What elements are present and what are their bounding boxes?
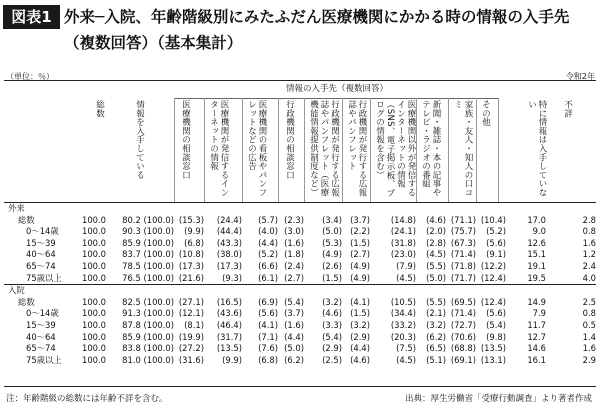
figure-tag: 図表1 <box>3 5 60 29</box>
table-cell: (72.7) <box>450 319 476 330</box>
col-c5: 行政機関が発行する広報誌やパンフレット（医療機能情報提供制度など） <box>308 100 340 197</box>
table-cell: (5.1) <box>426 354 446 365</box>
table-cell: (43.3) <box>216 237 242 248</box>
table-cell: (5.0) <box>426 272 446 283</box>
table-cell: (2.4) <box>284 260 304 271</box>
table-cell: 100.0 <box>82 319 106 330</box>
table-cell: (71.4) <box>450 308 476 319</box>
table-cell: 1.4 <box>582 331 596 342</box>
table-cell: (3.4) <box>322 214 342 225</box>
col-separator <box>304 98 305 202</box>
table-body <box>4 203 596 367</box>
table-cell: (2.7) <box>350 249 370 260</box>
table-cell: (9.9) <box>222 354 242 365</box>
table-cell: (38.0) <box>216 249 242 260</box>
row-label: 総数 <box>18 296 35 307</box>
table-cell: (1.6) <box>284 319 304 330</box>
table-cell: (24.1) <box>390 226 416 237</box>
table-cell: (9.3) <box>222 272 242 283</box>
table-row <box>4 355 596 367</box>
table-cell: (71.8) <box>450 260 476 271</box>
table-cell: (4.4) <box>350 343 370 354</box>
table-row <box>4 297 596 309</box>
table-cell: (7.5) <box>396 343 416 354</box>
table-cell: (12.4) <box>480 296 506 307</box>
table-cell: (75.7) <box>450 226 476 237</box>
table-cell: (9.1) <box>486 249 506 260</box>
table-row <box>4 226 596 238</box>
table-cell: (5.6) <box>258 308 278 319</box>
table-cell: (1.6) <box>284 237 304 248</box>
row-label: 75歳以上 <box>26 272 62 283</box>
table-cell: (34.4) <box>390 308 416 319</box>
table-cell: 85.9 (100.0) <box>122 237 174 248</box>
table-cell: (69.5) <box>450 296 476 307</box>
table-cell: 100.0 <box>82 237 106 248</box>
group-header-rule <box>174 98 498 99</box>
table-row <box>4 249 596 261</box>
table-cell: (5.5) <box>426 260 446 271</box>
table-cell: 17.0 <box>527 214 546 225</box>
table-cell: 0.8 <box>582 308 596 319</box>
table-cell: (71.1) <box>450 214 476 225</box>
table-cell: (4.4) <box>258 237 278 248</box>
table-cell: (31.8) <box>390 237 416 248</box>
table-cell: (10.8) <box>178 249 204 260</box>
table-cell: 83.8 (100.0) <box>122 343 174 354</box>
row-label: 総数 <box>18 214 35 225</box>
table-cell: (7.1) <box>258 331 278 342</box>
table-cell: (4.1) <box>350 296 370 307</box>
table-cell: (7.6) <box>258 343 278 354</box>
table-cell: 0.8 <box>582 226 596 237</box>
table-cell: (3.2) <box>426 319 446 330</box>
table-cell: (2.2) <box>350 226 370 237</box>
table-cell: 1.6 <box>582 237 596 248</box>
table-cell: 0.5 <box>582 319 596 330</box>
table-cell: 9.0 <box>532 226 546 237</box>
figure-title: 外来─入院、年齢階級別にみたふだん医療機関にかかる時の情報の入手先（複数回答）（基本集計） <box>64 8 570 52</box>
col-separator <box>498 98 499 202</box>
col-c4: 行政機関の相談窓口 <box>284 100 295 180</box>
table-cell: (71.7) <box>450 272 476 283</box>
table-cell: (4.0) <box>258 226 278 237</box>
table-cell: (2.9) <box>322 343 342 354</box>
table-cell: (1.5) <box>350 308 370 319</box>
table-cell: (5.4) <box>322 331 342 342</box>
table-row <box>4 320 596 332</box>
table-cell: (2.3) <box>284 214 304 225</box>
table-cell: (17.3) <box>178 260 204 271</box>
table-cell: (3.2) <box>322 296 342 307</box>
table-cell: (71.4) <box>450 249 476 260</box>
table-cell: (6.8) <box>184 237 204 248</box>
table-cell: (5.7) <box>258 214 278 225</box>
table-cell: 76.5 (100.0) <box>122 272 174 283</box>
table-cell: (13.5) <box>216 343 242 354</box>
table-cell: (3.7) <box>350 214 370 225</box>
col-c6: 行政機関が発行する広報誌やパンフレット <box>346 100 367 197</box>
table-cell: (23.0) <box>390 249 416 260</box>
col-c2: 医療機関が発信するインターネットの情報 <box>208 100 229 197</box>
table-cell: (15.3) <box>178 214 204 225</box>
col-separator <box>174 98 175 202</box>
table-cell: (7.9) <box>396 260 416 271</box>
table-cell: (2.0) <box>426 226 446 237</box>
table-cell: (4.5) <box>396 272 416 283</box>
table-cell: (21.6) <box>178 272 204 283</box>
table-cell: (5.4) <box>486 319 506 330</box>
table-row <box>4 215 596 227</box>
table-cell: 14.6 <box>527 343 546 354</box>
table-cell: 100.0 <box>82 249 106 260</box>
table-cell: (12.1) <box>178 308 204 319</box>
table-cell: 100.0 <box>82 214 106 225</box>
table-cell: (13.1) <box>480 354 506 365</box>
table-cell: 83.7 (100.0) <box>122 249 174 260</box>
table-cell: (69.1) <box>450 354 476 365</box>
table-cell: 19.5 <box>527 272 546 283</box>
table-cell: (6.1) <box>258 272 278 283</box>
table-row <box>4 238 596 250</box>
table-cell: (6.2) <box>284 354 304 365</box>
table-cell: (31.6) <box>178 354 204 365</box>
table-cell: (19.9) <box>178 331 204 342</box>
unit-label: （単位：％） <box>6 72 54 81</box>
table-cell: 90.3 (100.0) <box>122 226 174 237</box>
table-cell: (5.0) <box>322 226 342 237</box>
table-cell: (12.2) <box>480 260 506 271</box>
table-cell: (43.6) <box>216 308 242 319</box>
col-separator <box>342 98 343 202</box>
table-row <box>4 273 596 285</box>
col-c10: その他 <box>480 100 491 127</box>
col-c9: 家族・友人・知人の口コミ <box>452 100 473 197</box>
table-bottom-rule <box>4 386 596 387</box>
table-cell: (5.5) <box>426 296 446 307</box>
table-cell: 2.9 <box>582 354 596 365</box>
table-cell: (2.1) <box>426 308 446 319</box>
source-note: 出典：厚生労働省「受療行動調査」より著者作成 <box>404 394 592 404</box>
table-cell: (10.4) <box>480 214 506 225</box>
table-cell: (3.7) <box>284 308 304 319</box>
col-separator <box>448 98 449 202</box>
table-cell: (4.9) <box>322 249 342 260</box>
table-cell: 14.9 <box>527 296 546 307</box>
col-unknown: 不詳 <box>562 100 573 118</box>
table-cell: 19.1 <box>527 260 546 271</box>
row-label: 0～14歳 <box>26 226 59 237</box>
table-cell: (4.5) <box>396 354 416 365</box>
table-cell: 80.2 (100.0) <box>122 214 174 225</box>
section-label: 外来 <box>4 203 596 215</box>
table-cell: 78.5 (100.0) <box>122 260 174 271</box>
table-cell: (16.5) <box>216 296 242 307</box>
table-cell: (24.4) <box>216 214 242 225</box>
table-cell: (5.2) <box>258 249 278 260</box>
table-cell: (4.4) <box>284 331 304 342</box>
footnote: 注：年齢階級の総数には年齢不詳を含む。 <box>6 394 168 404</box>
table-cell: (2.5) <box>322 354 342 365</box>
table-cell: (46.4) <box>216 319 242 330</box>
table-cell: (2.9) <box>350 331 370 342</box>
col-separator <box>278 98 279 202</box>
table-cell: 87.8 (100.0) <box>122 319 174 330</box>
row-label: 15～39 <box>26 319 56 330</box>
col-not-obtained: 特に情報は入手していない <box>526 100 547 197</box>
col-obtained: 情報を入手している <box>134 100 145 180</box>
col-c1: 医療機関の相談窓口 <box>180 100 191 180</box>
table-cell: (1.8) <box>284 249 304 260</box>
table-cell: (4.5) <box>426 249 446 260</box>
table-cell: (10.5) <box>390 296 416 307</box>
table-cell: (6.8) <box>258 354 278 365</box>
table-cell: 81.0 (100.0) <box>122 354 174 365</box>
table-cell: (6.2) <box>426 331 446 342</box>
table-cell: (27.1) <box>178 296 204 307</box>
table-cell: 15.1 <box>527 249 546 260</box>
col-c7: 医療機関以外が発信するインターネットの情報（SNS、電子掲示板、ブログの情報を含む） <box>374 100 416 198</box>
table-cell: (2.8) <box>426 237 446 248</box>
col-total: 総数 <box>94 100 105 118</box>
table-cell: (4.6) <box>426 214 446 225</box>
col-separator <box>476 98 477 202</box>
table-cell: 100.0 <box>82 226 106 237</box>
table-cell: (70.6) <box>450 331 476 342</box>
table-cell: (68.8) <box>450 343 476 354</box>
table-cell: (14.8) <box>390 214 416 225</box>
table-cell: (3.3) <box>322 319 342 330</box>
table-row <box>4 261 596 273</box>
table-cell: (27.2) <box>178 343 204 354</box>
table-header <box>4 80 596 202</box>
table-cell: 4.0 <box>582 272 596 283</box>
table-cell: 91.3 (100.0) <box>122 308 174 319</box>
group-header: 情報の入手先（複数回答） <box>285 84 388 94</box>
table-cell: (5.0) <box>284 343 304 354</box>
table-row <box>4 332 596 344</box>
table-cell: 12.6 <box>527 237 546 248</box>
table-cell: (4.1) <box>258 319 278 330</box>
table-cell: (9.8) <box>486 331 506 342</box>
col-separator <box>370 98 371 202</box>
table-cell: (9.9) <box>184 226 204 237</box>
row-label: 75歳以上 <box>26 354 62 365</box>
col-separator <box>204 98 205 202</box>
table-cell: (5.6) <box>486 308 506 319</box>
table-cell: (6.9) <box>258 296 278 307</box>
table-cell: (1.5) <box>322 272 342 283</box>
table-cell: (4.6) <box>322 308 342 319</box>
row-label: 40～64 <box>26 249 56 260</box>
table-cell: (31.7) <box>216 331 242 342</box>
table-cell: (44.4) <box>216 226 242 237</box>
col-c8: 新聞・雑誌・本の記事やテレビ・ラジオの番組 <box>420 100 441 197</box>
row-label: 0～14歳 <box>26 308 59 319</box>
table-cell: (20.3) <box>390 331 416 342</box>
table-cell: (5.2) <box>486 226 506 237</box>
section-label: 入院 <box>4 285 596 297</box>
table-cell: (6.6) <box>258 260 278 271</box>
table-cell: 2.5 <box>582 296 596 307</box>
table-cell: 100.0 <box>82 260 106 271</box>
table-cell: 85.9 (100.0) <box>122 331 174 342</box>
table-cell: 7.9 <box>532 308 546 319</box>
table-cell: 100.0 <box>82 308 106 319</box>
table-cell: (67.3) <box>450 237 476 248</box>
col-separator <box>416 98 417 202</box>
table-cell: (1.5) <box>350 237 370 248</box>
table-cell: 100.0 <box>82 343 106 354</box>
table-cell: 1.2 <box>582 249 596 260</box>
table-cell: 100.0 <box>82 296 106 307</box>
table-cell: (5.4) <box>284 296 304 307</box>
table-cell: (17.3) <box>216 260 242 271</box>
section-row <box>4 203 596 215</box>
table-cell: 12.7 <box>527 331 546 342</box>
table-cell: (2.6) <box>322 260 342 271</box>
table-cell: (33.2) <box>390 319 416 330</box>
col-c3: 医療機関の看板やパンフレットなどの広告 <box>246 100 267 197</box>
table-cell: (4.9) <box>350 272 370 283</box>
row-label: 40～64 <box>26 331 56 342</box>
table-cell: (3.0) <box>284 226 304 237</box>
table-cell: (12.4) <box>480 272 506 283</box>
table-cell: 1.6 <box>582 343 596 354</box>
table-cell: 100.0 <box>82 331 106 342</box>
table-cell: (5.3) <box>322 237 342 248</box>
era-label: 令和2年 <box>565 72 595 81</box>
table-cell: 11.7 <box>527 319 546 330</box>
table-cell: 100.0 <box>82 272 106 283</box>
table-cell: 2.8 <box>582 214 596 225</box>
table-row <box>4 308 596 320</box>
row-label: 15～39 <box>26 237 56 248</box>
table-cell: (8.1) <box>184 319 204 330</box>
table-cell: (6.5) <box>426 343 446 354</box>
table-row <box>4 343 596 355</box>
row-label: 65～74 <box>26 260 56 271</box>
table-cell: (4.9) <box>350 260 370 271</box>
table-cell: (3.2) <box>350 319 370 330</box>
table-cell: (5.6) <box>486 237 506 248</box>
table-cell: 2.4 <box>582 260 596 271</box>
data-table <box>4 202 596 366</box>
table-cell: 16.1 <box>527 354 546 365</box>
section-row <box>4 285 596 297</box>
col-separator <box>242 98 243 202</box>
table-cell: 82.5 (100.0) <box>122 296 174 307</box>
table-cell: (13.5) <box>480 343 506 354</box>
table-cell: (2.7) <box>284 272 304 283</box>
table-cell: 100.0 <box>82 354 106 365</box>
table-cell: (4.6) <box>350 354 370 365</box>
row-label: 65～74 <box>26 343 56 354</box>
